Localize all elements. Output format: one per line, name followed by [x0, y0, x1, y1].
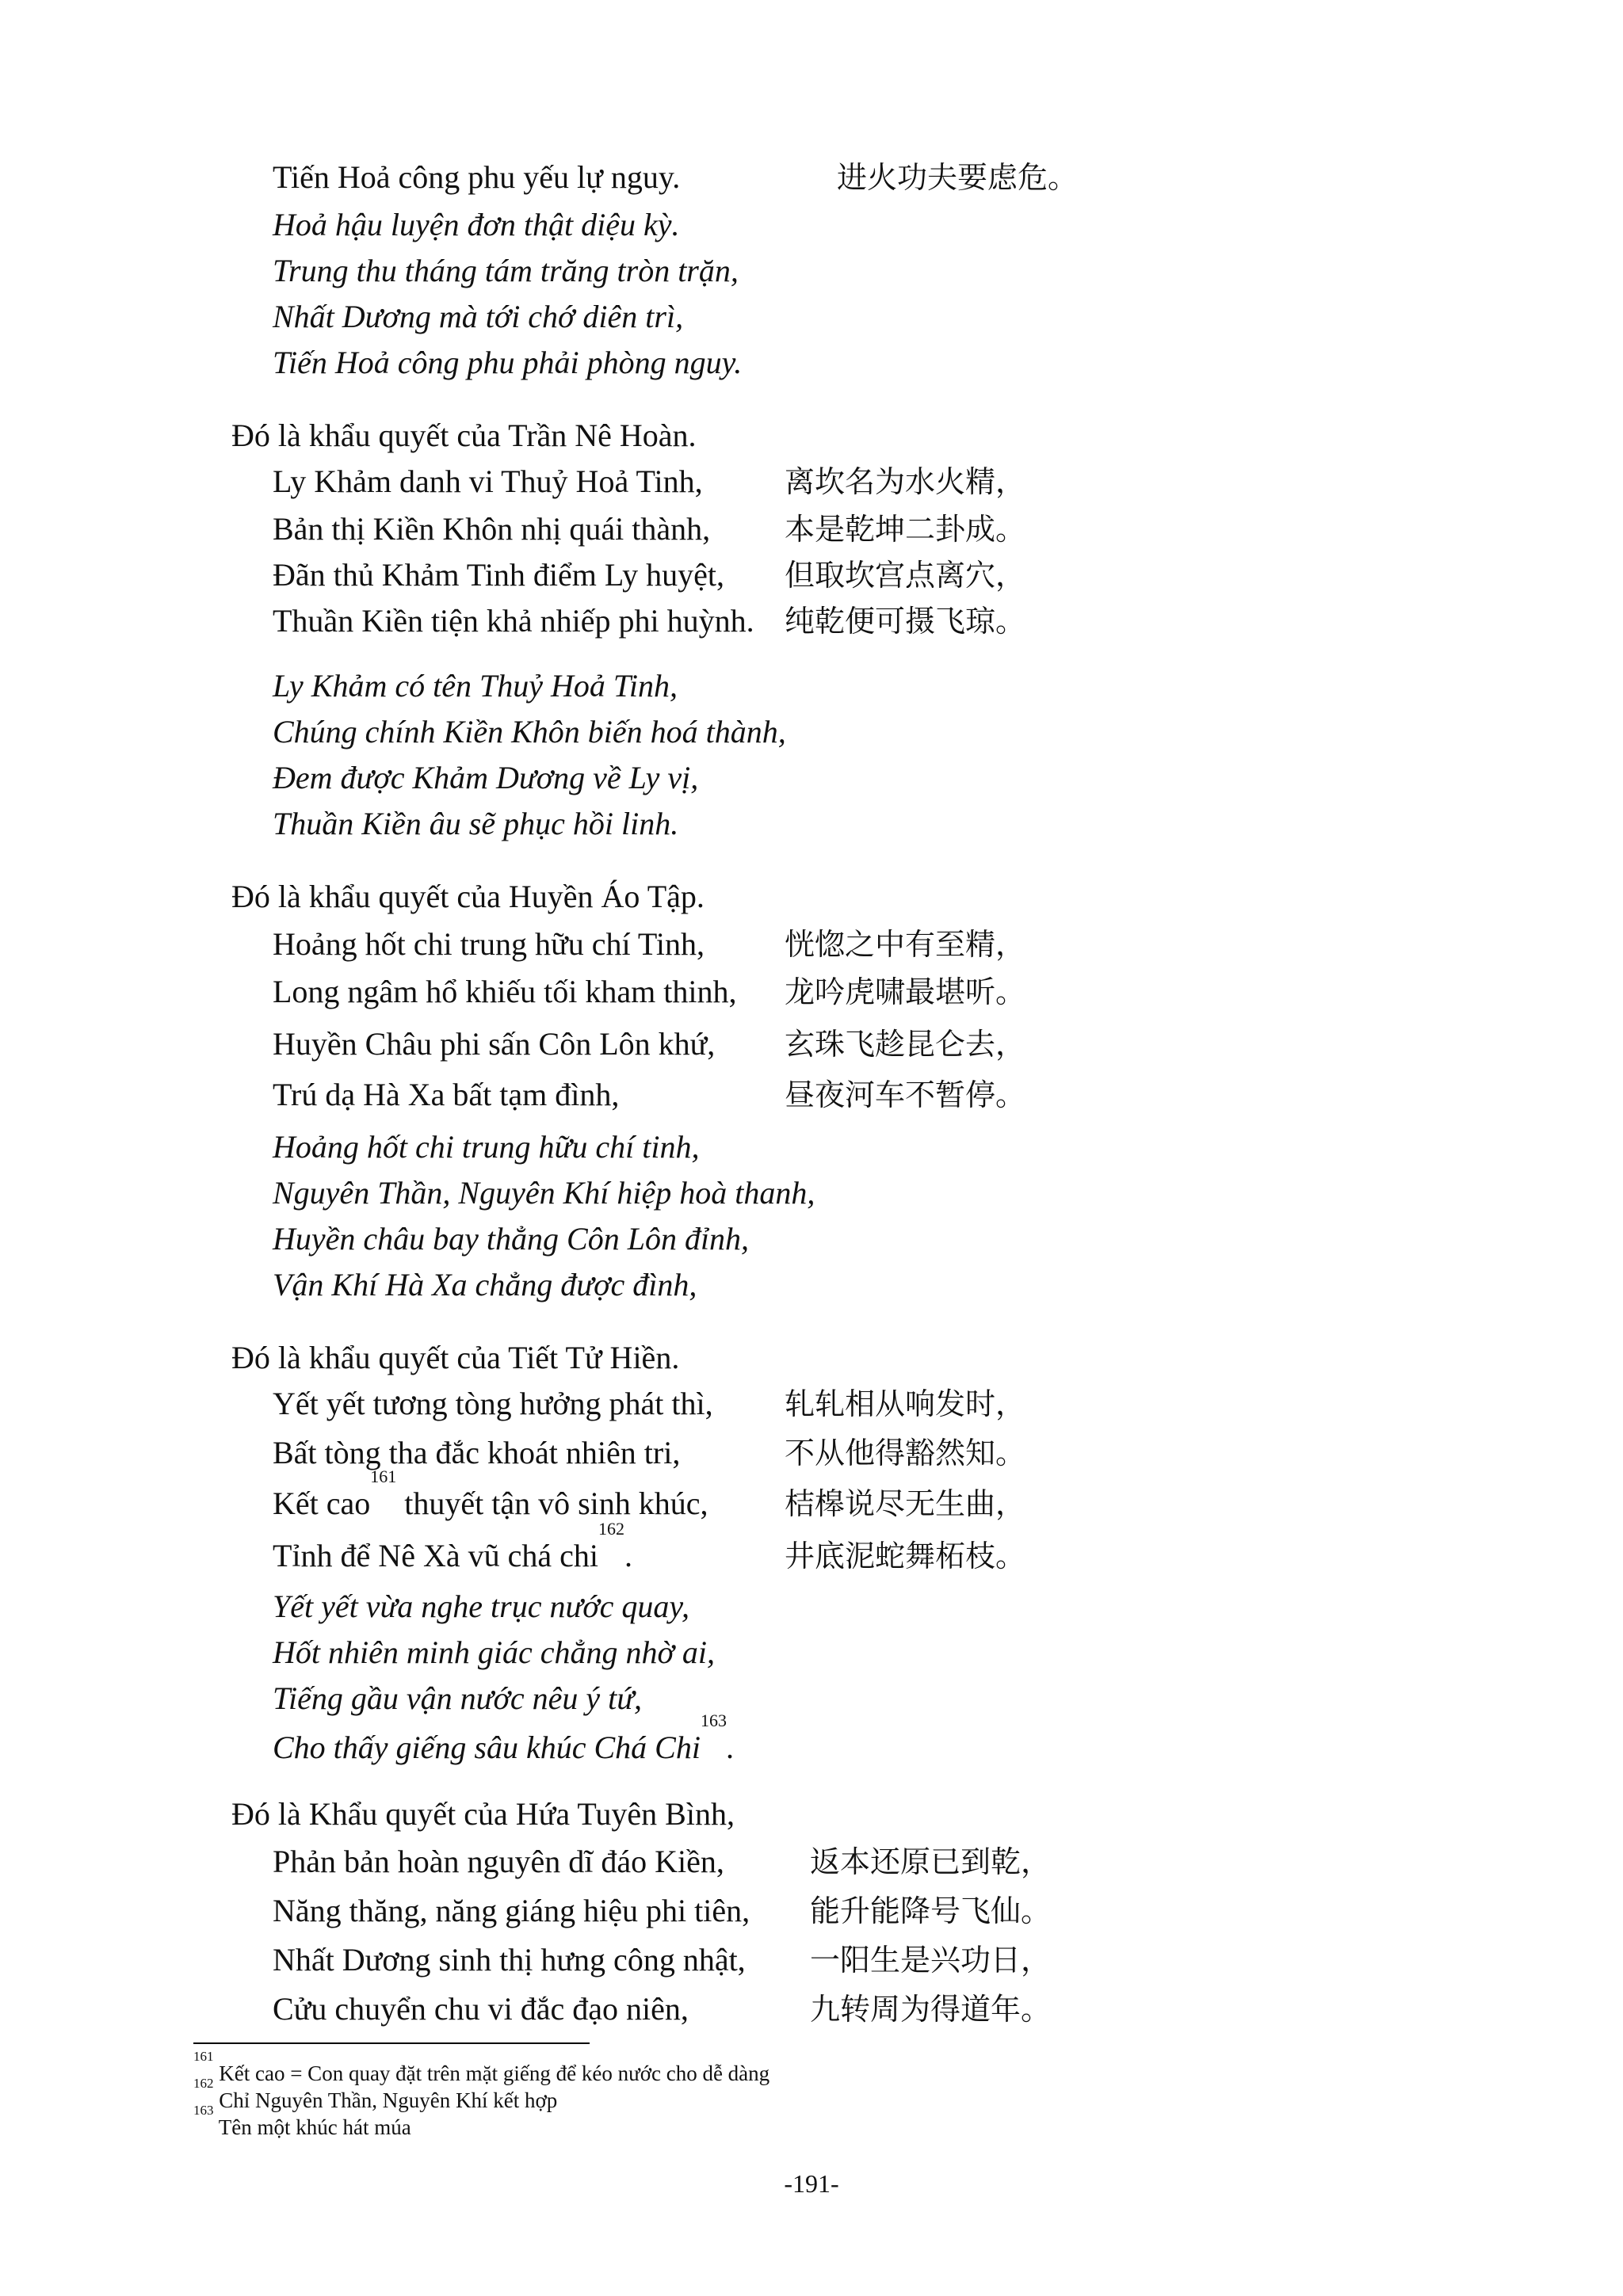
chinese-verse-line: 能升能降号飞仙。	[810, 1894, 1052, 1928]
verse-line: Yết yết tương tòng hưởng phát thì,	[273, 1386, 713, 1421]
section-heading: Đó là Khẩu quyết của Hứa Tuyên Bình,	[231, 1796, 735, 1832]
footnote-ref[interactable]: 163	[700, 1711, 727, 1730]
footnote-number: 162	[193, 2076, 214, 2091]
footnote-divider	[193, 2042, 590, 2044]
verse-line	[273, 1466, 708, 1526]
footnote	[193, 2103, 411, 2141]
section-heading: Đó là khẩu quyết của Tiết Tử Hiền.	[231, 1340, 680, 1375]
translation-line: Tiến Hoả công phu phải phòng nguy.	[273, 345, 743, 380]
translation-line: Hoảng hốt chi trung hữu chí tinh,	[273, 1129, 700, 1165]
footnote-ref[interactable]: 162	[598, 1519, 624, 1539]
verse-line: Long ngâm hổ khiếu tối kham thinh,	[273, 974, 737, 1009]
verse-text: Tỉnh để Nê Xà vũ chá chi	[273, 1538, 598, 1573]
footnote-text: Kết cao = Con quay đặt trên mặt giếng để kéo nước cho dễ dàng	[219, 2061, 770, 2085]
verse-line: Bản thị Kiền Khôn nhị quái thành,	[273, 511, 711, 547]
verse-line: Đãn thủ Khảm Tinh điểm Ly huyệt,	[273, 557, 724, 593]
translation-line: Hoả hậu luyện đơn thật diệu kỳ.	[273, 207, 680, 242]
verse-line: Tiến Hoả công phu yếu lự nguy.	[273, 159, 681, 195]
chinese-verse-line: 恍惚之中有至精，	[785, 927, 1026, 962]
chinese-verse-line: 本是乾坤二卦成。	[785, 512, 1026, 547]
verse-line: Nhất Dương sinh thị hưng công nhật,	[273, 1942, 746, 1978]
verse-text: Kết cao	[273, 1486, 371, 1521]
translation-line: Tiếng gầu vận nước nêu ý tứ,	[273, 1680, 643, 1716]
verse-text: thuyết tận vô sinh khúc,	[404, 1486, 708, 1521]
translation-line: Huyền châu bay thẳng Côn Lôn đỉnh,	[273, 1221, 750, 1257]
footnote	[193, 2049, 770, 2087]
footnote-text: Tên một khúc hát múa	[218, 2115, 411, 2139]
chinese-verse-line: 返本还原已到乾，	[810, 1844, 1052, 1879]
chinese-verse-line: 一阳生是兴功日，	[810, 1943, 1052, 1978]
chinese-verse-line: 龙吟虎啸最堪听。	[785, 974, 1026, 1009]
translation-line: Chúng chính Kiền Khôn biến hoá thành,	[273, 714, 786, 749]
translation-line: Yết yết vừa nghe trục nước quay,	[273, 1589, 689, 1624]
chinese-verse-line: 井底泥蛇舞柘枝。	[785, 1539, 1026, 1573]
chinese-verse-line: 不从他得豁然知。	[785, 1436, 1026, 1470]
translation-line: Đem được Khảm Dương về Ly vị,	[273, 760, 699, 795]
chinese-verse-line: 进火功夫要虑危。	[837, 160, 1079, 195]
translation-line: Nhất Dương mà tới chớ diên trì,	[273, 299, 684, 334]
verse-line: Phản bản hoàn nguyên dĩ đáo Kiền,	[273, 1844, 724, 1879]
translation-line: Trung thu tháng tám trăng tròn trặn,	[273, 253, 739, 288]
footnote-number: 161	[193, 2049, 214, 2064]
footnote-number: 163	[193, 2103, 214, 2118]
verse-line: Ly Khảm danh vi Thuỷ Hoả Tinh,	[273, 463, 703, 499]
verse-text: Cho thấy giếng sâu khúc Chá Chi	[273, 1730, 701, 1765]
translation-line	[273, 1711, 735, 1770]
chinese-verse-line: 纯乾便可摄飞琼。	[785, 604, 1026, 639]
verse-line	[273, 1519, 632, 1578]
translation-line: Nguyên Thần, Nguyên Khí hiệp hoà thanh,	[273, 1175, 815, 1211]
verse-line: Năng thăng, năng giáng hiệu phi tiên,	[273, 1893, 750, 1928]
verse-text: .	[624, 1538, 632, 1573]
chinese-verse-line: 但取坎宫点离穴，	[785, 558, 1026, 593]
verse-line: Cửu chuyển chu vi đắc đạo niên,	[273, 1991, 689, 2027]
verse-line: Huyền Châu phi sấn Côn Lôn khứ,	[273, 1026, 716, 1062]
translation-line: Hốt nhiên minh giác chẳng nhờ ai,	[273, 1634, 715, 1670]
section-heading: Đó là khẩu quyết của Trần Nê Hoàn.	[231, 418, 697, 453]
translation-line: Ly Khảm có tên Thuỷ Hoả Tinh,	[273, 668, 678, 704]
translation-line: Vận Khí Hà Xa chẳng được đình,	[273, 1267, 697, 1302]
translation-line: Thuần Kiền âu sẽ phục hồi linh.	[273, 806, 679, 841]
verse-line: Trú dạ Hà Xa bất tạm đình,	[273, 1077, 620, 1112]
chinese-verse-line: 九转周为得道年。	[810, 1992, 1052, 2027]
verse-line: Hoảng hốt chi trung hữu chí Tinh,	[273, 926, 705, 962]
chinese-verse-line: 昼夜河车不暂停。	[785, 1077, 1026, 1112]
verse-line: Thuần Kiền tiện khả nhiếp phi huỳnh.	[273, 603, 754, 639]
chinese-verse-line: 离坎名为水火精，	[785, 464, 1026, 499]
footnote-text: Chỉ Nguyên Thần, Nguyên Khí kết hợp	[219, 2088, 558, 2112]
page-number: -191-	[784, 2169, 839, 2198]
section-heading: Đó là khẩu quyết của Huyền Áo Tập.	[231, 879, 705, 914]
chinese-verse-line: 玄珠飞趁昆仑去，	[785, 1027, 1026, 1062]
footnote-ref[interactable]: 161	[370, 1466, 397, 1486]
footnote	[193, 2076, 558, 2114]
verse-line: Bất tòng tha đắc khoát nhiên tri,	[273, 1435, 681, 1470]
chinese-verse-line: 轧轧相从响发时，	[785, 1386, 1026, 1421]
chinese-verse-line: 桔槔说尽无生曲，	[785, 1486, 1026, 1521]
verse-text: .	[726, 1730, 735, 1765]
